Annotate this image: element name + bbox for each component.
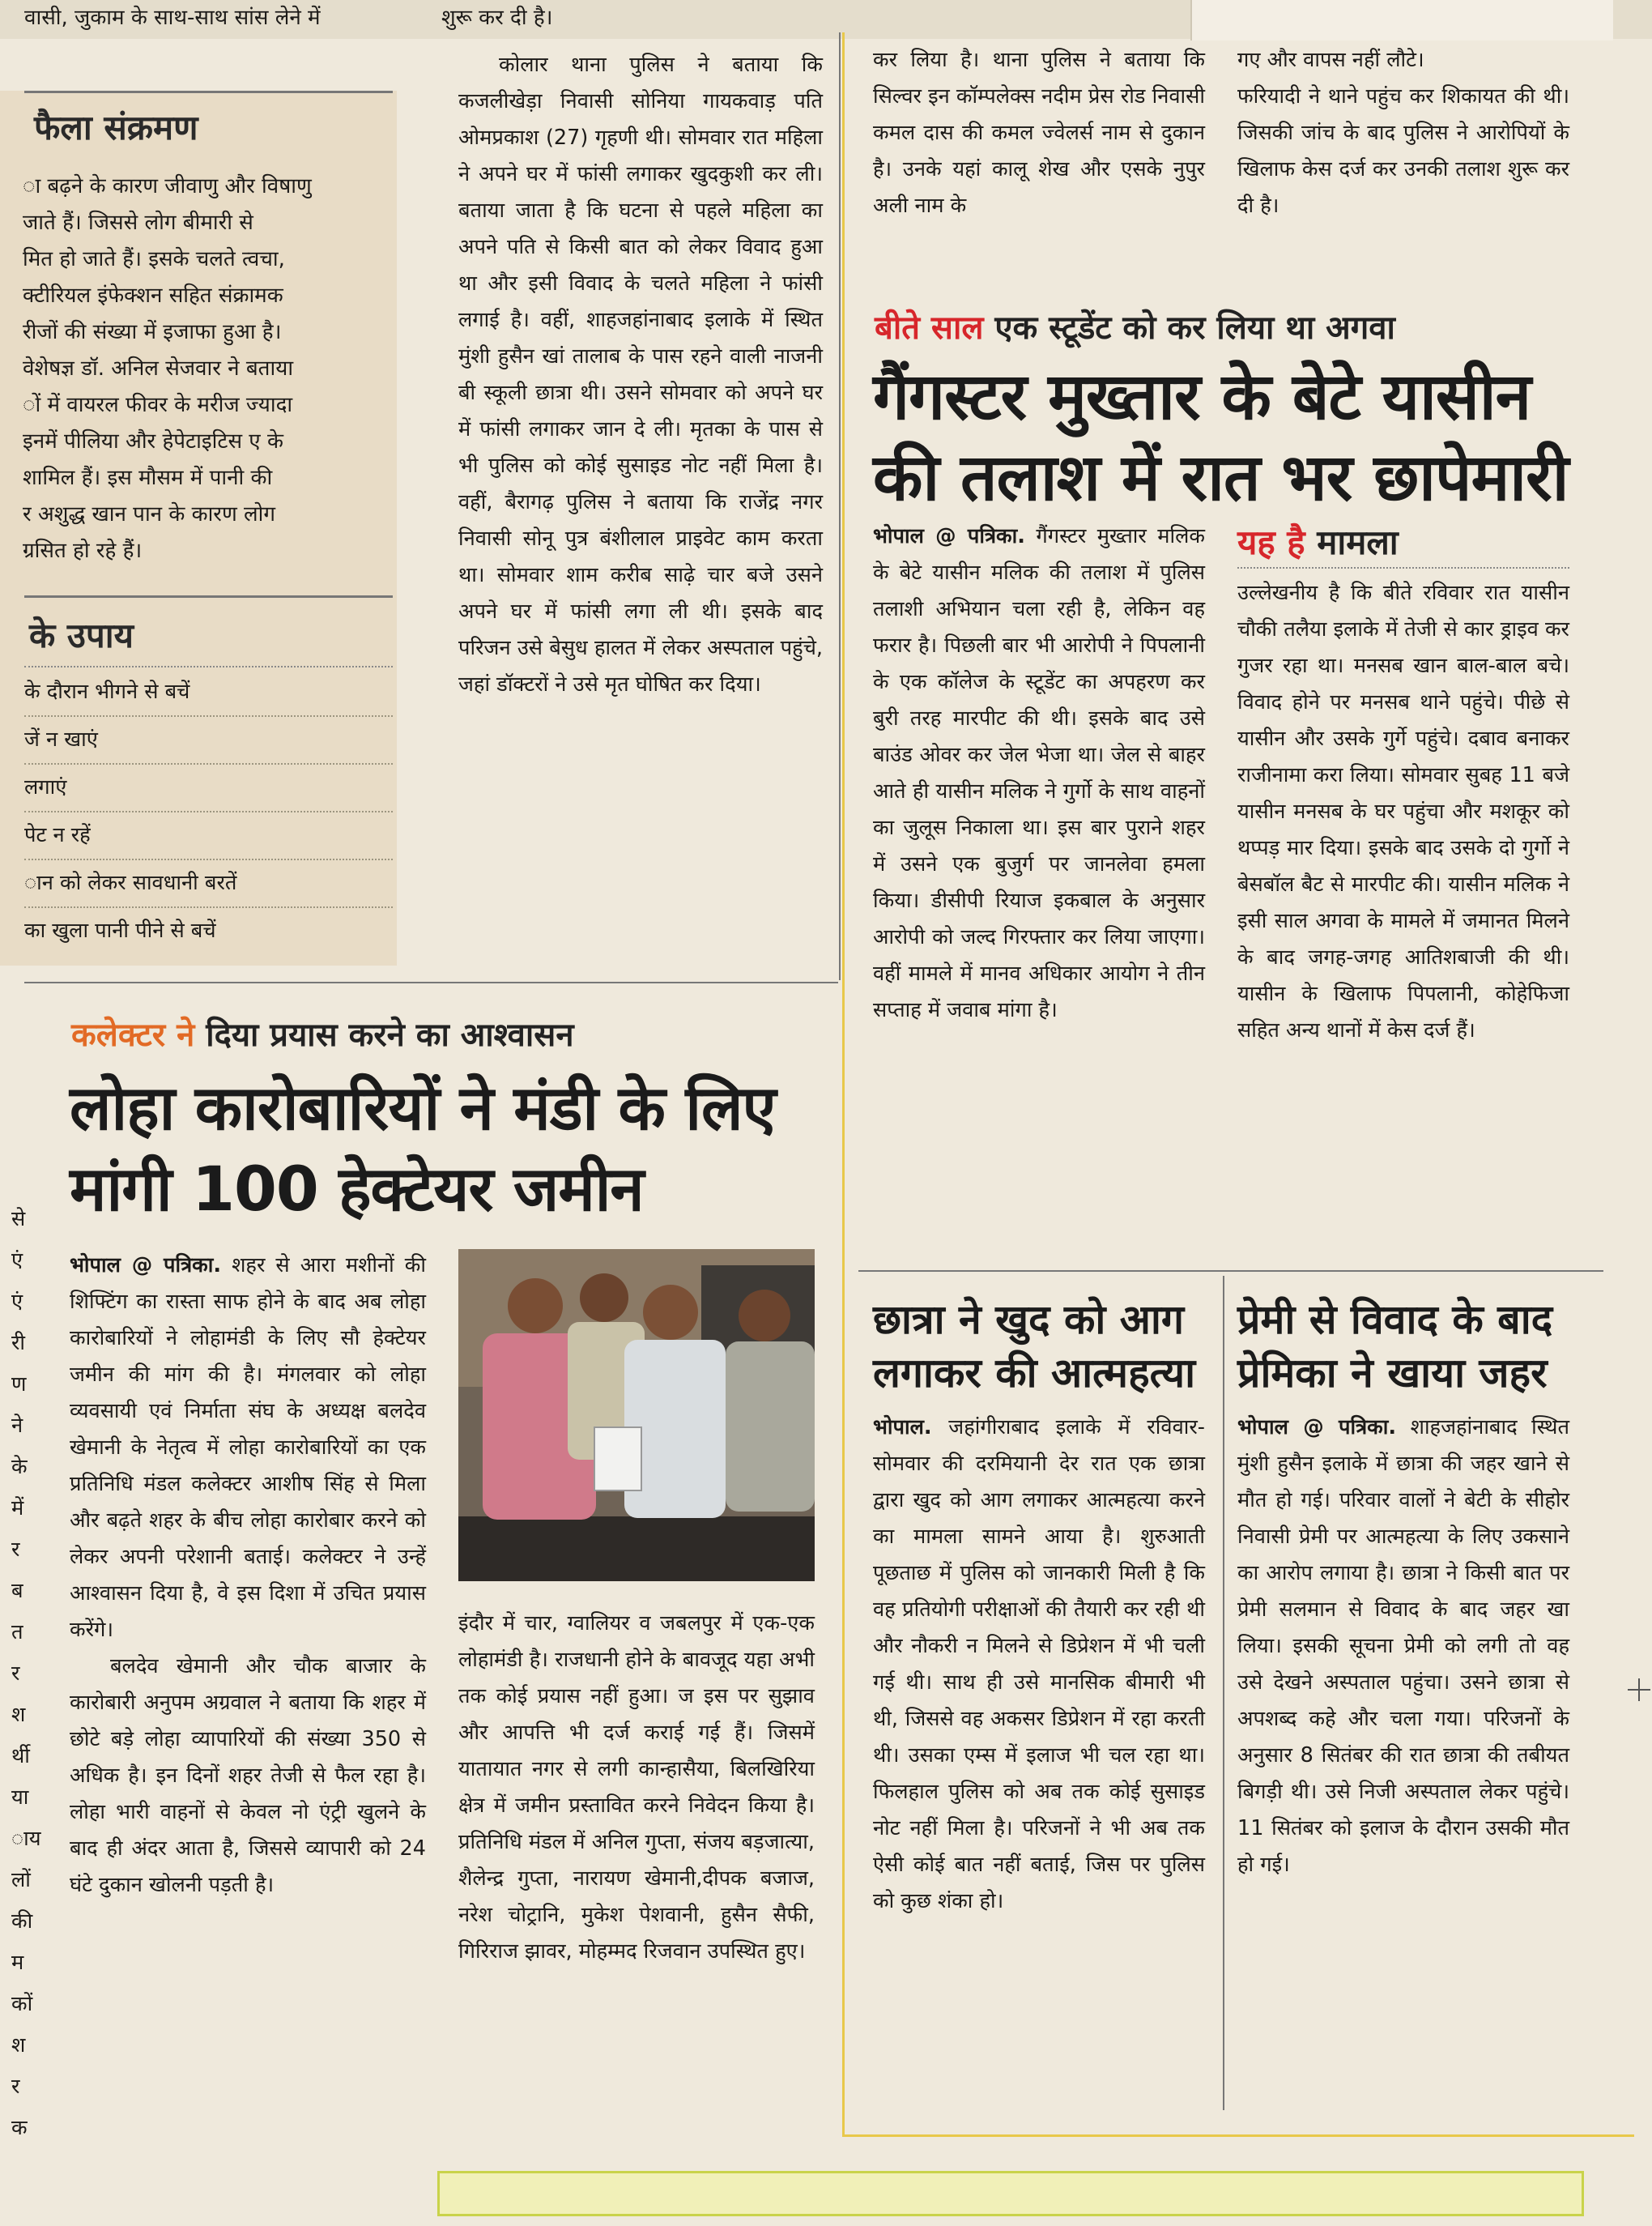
health-heading: फैला संक्रमण (34, 108, 198, 147)
iron-col1 (70, 1247, 426, 1904)
poison-headline-line1: प्रेमी से विवाद के बाद (1237, 1296, 1553, 1343)
poison-headline-line2: प्रेमिका ने खाया जहर (1237, 1350, 1548, 1397)
gangster-body-text: गैंगस्टर मुख्तार मलिक के बेटे यासीन मलिक की तलाश में पुलिस तलाशी अभियान चला रही है, लेकिन वह फरार है। पिछली बार भी आरोपी ने पिपलानी के एक कॉलेज के स्टूडेंट का अपहरण कर बुरी तरह मारपीट की थी। इसके बाद उसे बाउंड ओवर कर जेल भेजा था। जेल से बाहर आते ही यासीन मलिक ने गुर्गो के साथ वाहनों का जुलूस निकाला था। इस बार पुराने शहर में उसने एक बुजुर्ग पर जानलेवा हमला किया। डीसीपी रियाज इकबाल के अनुसार आरोपी को जल्द गिरफ्तार कर लिया जाएगा। वहीं मामले में मानव अधिकार आयोग ने तीन सप्ताह में जवाब मांगा है। (873, 524, 1205, 1022)
student-body-text: जहांगीराबाद इलाके में रविवार-सोमवार की दरमियानी देर रात एक छात्रा द्वारा खुद को आग लगाकर आत्महत्या करने का मामला सामने आया है। शुरुआती पूछताछ में पुलिस को जानकारी मिली है कि वह प्रतियोगी परीक्षाओं की तैयारी कर रही थी और नौकरी न मिलने से डिप्रेशन में भी चली गई थी। साथ ही उसे मानसिक बीमारी भी थी, जिससे वह अकसर डिप्रेशन में रहा करती थी। उसका एम्स में इलाज भी चल रहा था। फिलहाल पुलिस को अब तक कोई सुसाइड नोट नहीं मिला है। परिजनों ने भी अब तक ऐसी कोई बात नहीं बताई, जिस पर पुलिस को कुछ शंका हो। (873, 1415, 1205, 1913)
health-line: ा बढ़ने के कारण जीवाणु और विषाणु (23, 174, 312, 198)
margin-fragment: र (11, 1537, 20, 1562)
gangster-body (873, 518, 1205, 1029)
jewellery-col1 (873, 42, 1205, 224)
gangster-headline (873, 356, 1568, 518)
margin-fragment: ब (11, 1579, 23, 1603)
remedy-heading: के उपाय (29, 616, 134, 655)
health-line: क्टीरियल इंफेक्शन सहित संक्रामक (23, 284, 283, 308)
iron-top-rule (24, 982, 838, 983)
margin-fragment: एं (11, 1248, 23, 1273)
margin-fragment: में (11, 1496, 24, 1520)
margin-fragment: श (11, 2033, 26, 2058)
top-strip-right-text: गए और वापस नहीं लौटे। (1237, 48, 1424, 72)
remedy-item: का खुला पानी पीने से बचें (24, 919, 216, 943)
iron-byline: भोपाल @ पत्रिका. (70, 1253, 222, 1277)
delegation-photo (458, 1249, 815, 1581)
health-line: वेशेषज्ञ डॉ. अनिल सेजवार ने बताया (23, 356, 294, 381)
margin-fragment: म (11, 1951, 24, 1975)
health-line: मित हो जाते हैं। इसके चलते त्वचा, (23, 247, 285, 271)
poison-body (1237, 1409, 1569, 1883)
gangster-byline: भोपाल @ पत्रिका. (873, 524, 1025, 548)
gangster-kicker-highlight: बीते साल (875, 309, 984, 347)
student-byline: भोपाल. (873, 1415, 932, 1439)
bottom-yellow-band (437, 2171, 1584, 2216)
margin-fragment: के (11, 1455, 28, 1479)
margin-fragment: या (11, 1785, 29, 1810)
gangster-sidebar-highlight: यह है (1237, 522, 1305, 562)
margin-fragment: ाय (11, 1827, 41, 1851)
remedy-item: पेट न रहें (24, 812, 393, 860)
jewellery-col1-text: कर लिया है। थाना पुलिस ने बताया कि सिल्वर इन कॉम्पलेक्स नदीम प्रेस रोड निवासी कमल दास की कमल ज्वेलर्स नाम से दुकान है। उनके यहां कालू शेख और एसके नुपुर अली नाम के (873, 48, 1205, 218)
health-line: रीजों की संख्या में इजाफा हुआ है। (23, 320, 282, 344)
iron-col2-text: इंदौर में चार, ग्वालियर व जबलपुर में एक-एक लोहामंडी है। राजधानी होने के बावजूद यहा अभी तक कोई प्रयास नहीं हुआ। ज इस पर सुझाव और आपत्ति भी दर्ज कराई गई हैं। जिसमें यातायात नगर से लगी कान्हासैया, बिलखिरिया क्षेत्र में जमीन प्रस्तावित करने निवेदन किया है। प्रतिनिधि मंडल में अनिल गुप्ता, संजय बड़जात्या, शैलेन्द्र गुप्ता, नारायण खेमानी,दीपक बजाज, नरेश चोट्रानि, मुकेश पेशवानी, हुसैन सैफी, गिरिराज झावर, मोहम्मद रिजवान उपस्थित हुए। (458, 1611, 815, 1964)
jewellery-col2-text: फरियादी ने थाने पहुंच कर शिकायत की थी। जिसकी जांच के बाद पुलिस ने आरोपियों के खिलाफ केस दर्ज कर उनकी तलाश शुरू कर दी है। (1237, 84, 1569, 218)
margin-fragment: त (11, 1620, 23, 1644)
iron-col1-p1: शहर से आरा मशीनों की शिफ्टिंग का रास्ता साफ होने के बाद अब लोहा कारोबारियों ने लोहामंडी के लिए सौ हेक्टेयर जमीन की मांग की है। मंगलवार को लोहा व्यवसायी एवं निर्माता संघ के अध्यक्ष बलदेव खेमानी के नेतृत्व में लोहा कारोबारियों का एक प्रतिनिधि मंडल कलेक्टर आशीष सिंह से मिला और बढ़ते शहर के बीच लोहा कारोबार करने को लेकर अपनी परेशानी बताई। कलेक्टर ने उन्हें आश्वासन दिया है, वे इस दिशा में उचित प्रयास करेंगे। (70, 1253, 426, 1642)
gangster-kicker-rest: एक स्टूडेंट को कर लिया था अगवा (983, 309, 1395, 347)
column-divider (839, 32, 841, 980)
margin-fragment: र (11, 1661, 20, 1686)
bottom-stories-divider (1223, 1276, 1224, 2110)
margin-fragment: री (11, 1331, 26, 1355)
iron-kicker (71, 1011, 574, 1055)
student-headline (873, 1293, 1195, 1400)
iron-col1-p2: बलदेव खेमानी और चौक बाजार के कारोबारी अनुपम अग्रवाल ने बताया कि शहर में छोटे बड़े लोहा व्यापारियों की संख्या 350 से अधिक है। इन दिनों शहर तेजी से फैल रहा है। लोहा भारी वाहनों से केवल नो एंट्री खुलने के बाद ही अंदर आता है, जिससे व्यापारी को 24 घंटे दुकान खोलनी पड़ती है। (70, 1654, 426, 1897)
health-body (23, 168, 395, 569)
health-line: ों में वायरल फीवर के मरीज ज्यादा (23, 393, 293, 417)
gangster-sidebar-heading (1237, 518, 1399, 565)
margin-fragment: ण (11, 1372, 27, 1397)
iron-col2 (458, 1606, 815, 1970)
remedy-item: लगाएं (24, 765, 393, 812)
margin-fragment: लों (11, 1868, 31, 1892)
health-box-top-rule (24, 91, 393, 93)
gangster-kicker (875, 304, 1395, 348)
gangster-sidebar-rest: मामला (1305, 522, 1399, 562)
student-headline-line1: छात्रा ने खुद को आग (873, 1296, 1184, 1343)
health-line: इनमें पीलिया और हेपेटाइटिस ए के (23, 429, 283, 454)
margin-fragment: श (11, 1703, 26, 1727)
margin-fragment: से (11, 1207, 26, 1231)
poison-byline: भोपाल @ पत्रिका. (1237, 1415, 1397, 1439)
margin-fragment: र (11, 2075, 20, 2099)
jewellery-col2 (1237, 79, 1569, 224)
health-line: र अशुद्ध खान पान के कारण लोग (23, 502, 276, 527)
left-margin-fragments (11, 1199, 44, 2149)
iron-kicker-rest: दिया प्रयास करने का आश्वासन (194, 1017, 574, 1054)
health-line: जाते हैं। जिससे लोग बीमारी से (23, 211, 253, 235)
poison-headline (1237, 1293, 1552, 1400)
margin-fragment: कों (11, 1992, 33, 2016)
margin-fragment: ने (11, 1414, 23, 1438)
remedy-item: के दौरान भीगने से बचें (24, 669, 393, 717)
remedy-heading-divider (24, 666, 393, 667)
gangster-headline-line1: गैंगस्टर मुख्तार के बेटे यासीन (873, 359, 1531, 434)
margin-fragment: र्थी (11, 1744, 30, 1768)
remedy-item: ान को लेकर सावधानी बरतें (24, 860, 393, 908)
iron-headline-line1: लोहा कारोबारियों ने मंडी के लिए (70, 1072, 776, 1144)
registration-mark-v (1638, 1678, 1640, 1701)
top-strip-left-text: वासी, जुकाम के साथ-साथ सांस लेने में (24, 6, 321, 30)
poison-body-text: शाहजहांनाबाद स्थित मुंशी हुसैन इलाके में छात्रा की जहर खाने से मौत हो गई। परिवार वालों ने बेटी के सीहोर निवासी प्रेमी पर आत्महत्या के लिए उकसाने का आरोप लगाया है। छात्रा ने किसी बात पर प्रेमी सलमान से विवाद के बाद जहर खा लिया। इसकी सूचना प्रेमी को लगी तो वह उसे देखने अस्पताल पहुंचा। उसने छात्रा से अपशब्द कहे और चला गया। परिजनों के अनुसार 8 सितंबर की रात छात्रा की तबीयत बिगड़ी थी। उसे निजी अस्पताल लेकर पहुंचे। 11 सितंबर को इलाज के दौरान उसकी मौत हो गई। (1237, 1415, 1569, 1877)
iron-kicker-highlight: कलेक्टर ने (71, 1017, 195, 1054)
delegation-photo-art (458, 1249, 815, 1581)
suicide-story-body (458, 47, 823, 703)
iron-headline-line2: मांगी 100 हेक्टेयर जमीन (70, 1153, 644, 1225)
gangster-headline-line2: की तलाश में रात भर छापेमारी (873, 440, 1569, 515)
student-headline-line2: लगाकर की आत्महत्या (873, 1350, 1196, 1397)
iron-headline (70, 1068, 776, 1230)
suicide-story-text: कोलार थाना पुलिस ने बताया कि कजलीखेड़ा निवासी सोनिया गायकवाड़ पति ओमप्रकाश (27) गृहणी थी। सोमवार रात महिला ने अपने घर में फांसी लगाकर खुदकुशी कर ली। बताया जाता है कि घटना से पहले महिला का अपने पति से किसी बात को लेकर विवाद हुआ था और इसी विवाद के चलते महिला ने फांसी लगाई है। वहीं, शाहजहांनाबाद इलाके में स्थित मुंशी हुसैन खां तालाब के पास रहने वाली नाजनी बी स्कूली छात्रा थी। उसने सोमवार को अपने घर में फांसी लगाकर जान दे ली। मृतका के पास से भी पुलिस को कोई सुसाइड नोट नहीं मिला है। वहीं, बैरागढ़ पुलिस ने बताया कि राजेंद्र नगर निवासी सोनू पुत्र बंशीलाल प्राइवेट काम करता था। सोमवार शाम करीब साढ़े चार बजे उसने अपने घर में फांसी लगा ली थी। इसके बाद परिजन उसे बेसुध हालत में लेकर अस्पताल पहुंचे, जहां डॉक्टरों ने उसे मृत घोषित कर दिया। (458, 53, 823, 697)
margin-fragment: क (11, 2116, 28, 2140)
margin-fragment: की (11, 1909, 33, 1934)
top-strip-center-text: शुरू कर दी है। (441, 6, 553, 30)
gangster-sidebar-rule (1237, 567, 1569, 569)
gangster-bottom-rule (858, 1270, 1603, 1272)
margin-fragment: एं (11, 1290, 23, 1314)
gangster-sidebar-body (1237, 575, 1569, 1049)
remedy-item: जें न खाएं (24, 717, 393, 765)
health-line: ग्रसित हो रहे हैं। (23, 539, 143, 563)
gangster-sidebar-text: उल्लेखनीय है कि बीते रविवार रात यासीन चौकी तलैया इलाके में तेजी से कार ड्राइव कर गुजर रहा था। मनसब खान बाल-बाल बचे। विवाद होने पर मनसब थाने पहुंचे। पीछे से यासीन और उसके गुर्गे पहुंचे। दबाव बनाकर राजीनामा करा लिया। सोमवार सुबह 11 बजे यासीन मनसब के घर पहुंचा और मशकूर को थप्पड़ मार दिया। इसके बाद उसके दो गुर्गो ने बेसबॉल बैट से मारपीट की। यासीन मलिक ने इसी साल अगवा के मामले में जमानत मिलने के बाद जगह-जगह आतिशबाजी की थी। यासीन के खिलाफ पिपलानी, कोहेफिजा सहित अन्य थानों में केस दर्ज हैं। (1237, 581, 1569, 1043)
health-line: शामिल हैं। इस मौसम में पानी की (23, 466, 273, 490)
remedy-list (24, 669, 393, 954)
student-body (873, 1409, 1205, 1920)
health-remedy-rule (24, 595, 393, 598)
